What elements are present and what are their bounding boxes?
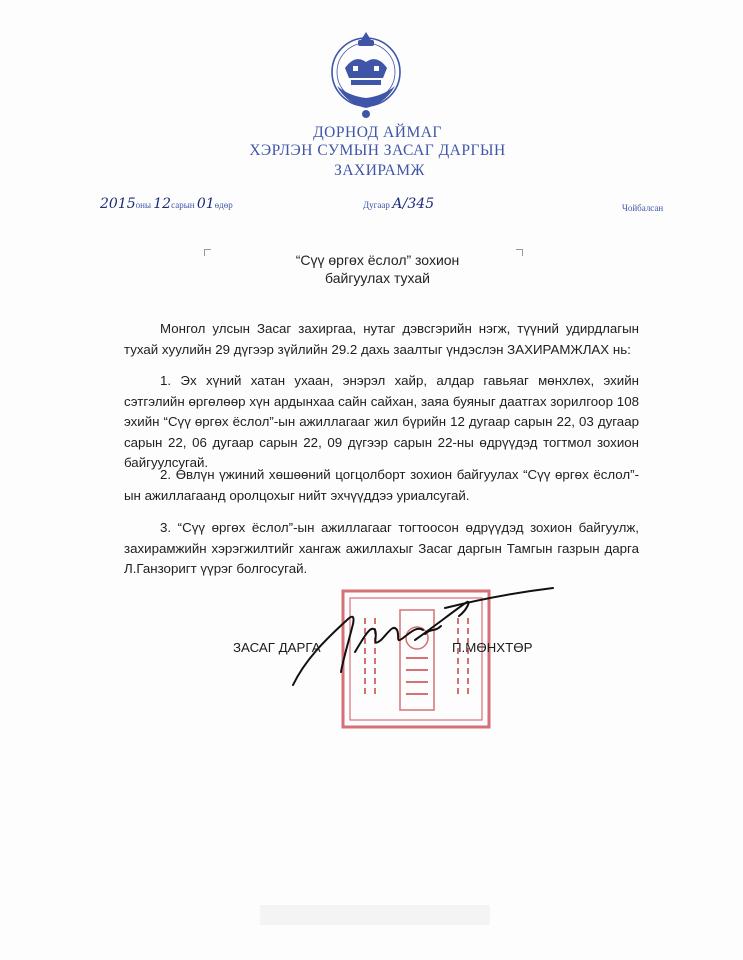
date-year: 2015 — [100, 196, 136, 212]
document-number — [363, 196, 434, 212]
date-month-suffix: сарын — [171, 200, 195, 210]
date-month: 12 — [153, 196, 172, 212]
header-region: ДОРНОД АЙМАГ — [313, 124, 442, 141]
document-title-line1: “Сүү өргөх ёслол” зохион — [295, 252, 460, 268]
document-city: Чойбалсан — [622, 203, 664, 213]
signatory-position: ЗАСАГ ДАРГА — [233, 640, 321, 655]
state-emblem-icon — [325, 28, 407, 120]
bleed-through-shadow — [260, 905, 490, 925]
document-number-value: А/345 — [392, 196, 435, 212]
date-day: 01 — [196, 196, 215, 212]
date-year-suffix: оны — [135, 200, 152, 210]
header-document-type: ЗАХИРАМЖ — [334, 162, 425, 179]
body-intro: Монгол улсын Засаг захиргаа, нутаг дэвсгэрийн нэгж, түүний удирдлагын тухай хуулийн 29 дүгээр зүйлийн 29.2 дахь заалтыг үндэслэн ЗАХИРАМЖЛАХ нь: — [124, 321, 639, 357]
date-day-suffix: өдөр — [214, 200, 233, 210]
document-date — [100, 196, 233, 212]
header-authority: ХЭРЛЭН СУМЫН ЗАСАГ ДАРГЫН — [249, 142, 506, 159]
body-item-2: 2. Өвлүн үжиний хөшөөний цогцолборт зохион байгуулах “Сүү өргөх ёслол”-ын ажиллагаанд оролцохыг нийт эхчүүддээ уриалсугай. — [124, 467, 639, 503]
handwritten-signature-icon — [285, 580, 555, 695]
document-number-label: Дугаар — [363, 200, 390, 210]
document-title-line2: байгуулах тухай — [325, 270, 430, 286]
signatory-name: П.МӨНХТӨР — [452, 640, 533, 655]
body-item-3: 3. “Сүү өргөх ёслол”-ын ажиллагааг тогтоосон өдрүүдэд зохион байгуулж, захирамжийн хэрэгжилтийг хангаж ажиллахыг Засаг даргын Тамгын газрын дарга Л.Ганзоригт үүрэг болгосугай. — [124, 520, 639, 577]
body-item-1: 1. Эх хүний хатан ухаан, энэрэл хайр, алдар гавьяаг мөнхлөх, эхийн сэтгэлийн өргөлөөр хүн ардынхаа сайн сайхан, заяа буяныг даатгах зорилгоор 108 эхийн “Сүү өргөх ёслол”-ын ажиллагааг жил бүрийн 12 дугаар сарын 22, 03 дугаар сарын 22, 06 дугаар сарын 22, 09 дүгээр сарын 22-ны өдрүүдэд тогтмол зохион байгуулсугай. — [124, 373, 639, 471]
